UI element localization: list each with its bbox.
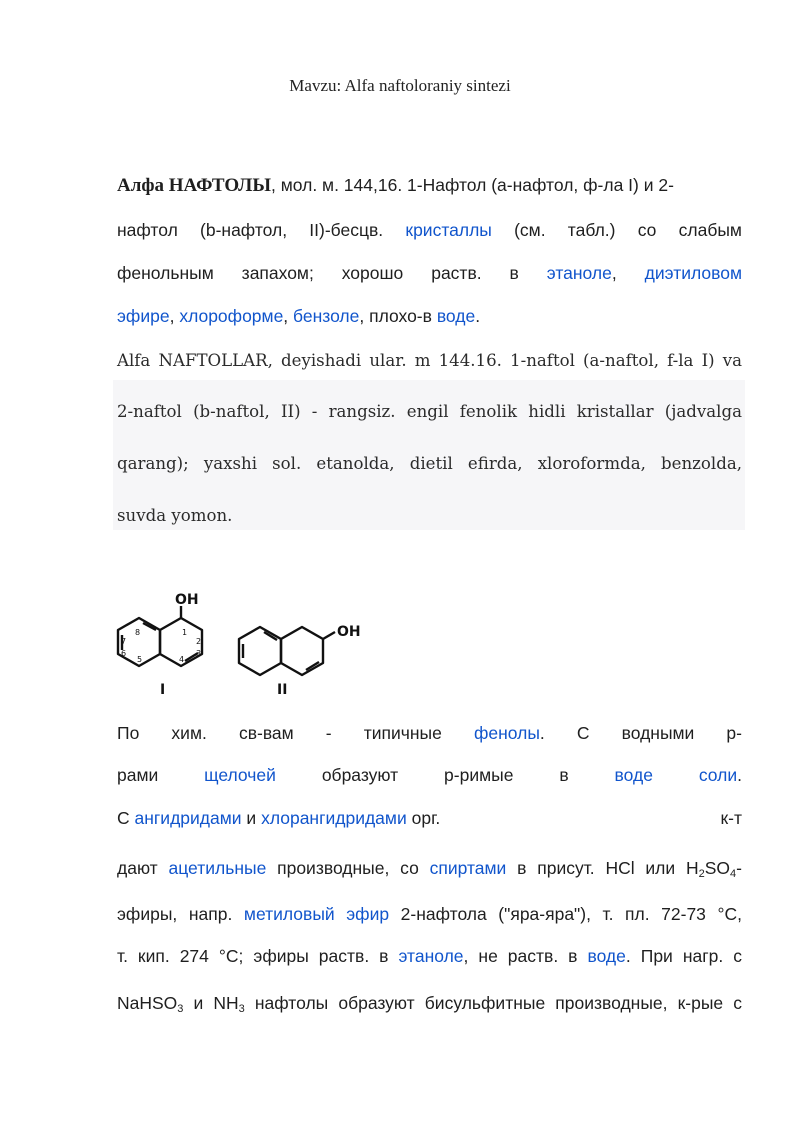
p1-line-1: Алфа НАФТОЛЫ, мол. м. 144,16. 1-Нафтол (а-нафтол, ф-ла I) и 2- xyxy=(117,175,674,196)
ring-left-2 xyxy=(239,627,281,675)
p2-line-1: Alfa NAFTOLLAR, deyishadi ular. m 144.16. 1-naftol (a-naftol, f-la I) va xyxy=(117,351,742,370)
p3-line-2: рами щелочей образуют р-римые в воде соли. xyxy=(117,765,742,785)
p2-line-3: qarang); yaxshi sol. etanolda, dietil efirda, xloroformda, benzolda, xyxy=(117,454,742,473)
link-metilovyy-efir[interactable]: метиловый эфир xyxy=(243,904,390,924)
link-angidridami[interactable]: ангидридами xyxy=(134,808,242,828)
p2-line-2: 2-naftol (b-naftol, II) - rangsiz. engil fenolik hidli kristallar (jadvalga xyxy=(117,402,742,421)
p2-line-4: suvda yomon. xyxy=(117,506,233,525)
link-hlorangidridami[interactable]: хлорангидридами xyxy=(261,808,407,828)
structure-label-1: I xyxy=(160,682,166,698)
link-vode[interactable]: воде xyxy=(436,306,476,326)
pos-3: 3 xyxy=(196,649,202,658)
link-spirtami[interactable]: спиртами xyxy=(429,858,507,878)
link-hloroforme[interactable]: хлороформе xyxy=(179,306,284,326)
p3-line-3: С ангидридами и хлорангидридами орг. к-т xyxy=(117,808,742,828)
pos-6: 6 xyxy=(121,649,127,658)
p1-line-2: нафтол (b-нафтол, II)-бесцв. кристаллы (см. табл.) со слабым xyxy=(117,220,742,240)
p1-line-3: фенольным запахом; хорошо раств. в этаноле, диэтиловом xyxy=(117,263,742,283)
link-acetilnye[interactable]: ацетильные xyxy=(168,858,267,878)
p3-line-6: т. кип. 274 °С; эфиры раств. в этаноле, не раств. в воде. При нагр. с xyxy=(117,946,742,966)
link-etanole-2[interactable]: этаноле xyxy=(398,946,464,966)
pos-4: 4 xyxy=(179,655,185,664)
link-etanole[interactable]: этаноле xyxy=(546,263,612,283)
pos-5: 5 xyxy=(137,655,143,664)
p3-line-7: NaHSO$_3$ и $NH_3$ нафтолы образуют бисульфитные производные, к-рые с xyxy=(117,993,742,1015)
pos-7: 7 xyxy=(121,637,127,646)
term-heading: Алфа НАФТОЛЫ xyxy=(117,175,271,196)
link-kristally[interactable]: кристаллы xyxy=(405,220,492,240)
oh-bond-2 xyxy=(323,632,335,639)
link-vode-2[interactable]: воде xyxy=(587,946,626,966)
p3-line-5: эфиры, напр. метиловый эфир 2-нафтола ("яра-яра"), т. пл. 72-73 °С, xyxy=(117,904,742,924)
structure-label-2: II xyxy=(277,682,288,698)
p3-line-4: дают ацетильные производные, со спиртами в присут. HCl или $H_2SO_4-$ xyxy=(117,858,742,880)
p1-line-4: эфире, хлороформе, бензоле, плохо-в воде. xyxy=(117,306,481,326)
link-dietilovom[interactable]: диэтиловом xyxy=(644,263,742,283)
link-fenoly[interactable]: фенолы xyxy=(473,723,540,743)
naphthol-structures-figure xyxy=(105,590,375,700)
p3-line-1: По хим. св-вам - типичные фенолы. С водными р- xyxy=(117,723,742,743)
oh-label-2: OH xyxy=(337,624,361,640)
link-efire[interactable]: эфире xyxy=(117,306,170,326)
pos-1: 1 xyxy=(182,628,188,637)
pos-2: 2 xyxy=(196,637,202,646)
link-shchelochey[interactable]: щелочей xyxy=(204,765,276,785)
ring-right-2 xyxy=(281,627,323,675)
link-benzole[interactable]: бензоле xyxy=(293,306,360,326)
page-title: Mavzu: Alfa naftoloraniy sintezi xyxy=(289,76,511,95)
oh-label-1: OH xyxy=(175,592,199,608)
pos-8: 8 xyxy=(135,628,141,637)
link-vode-soli[interactable]: воде соли xyxy=(614,765,738,785)
